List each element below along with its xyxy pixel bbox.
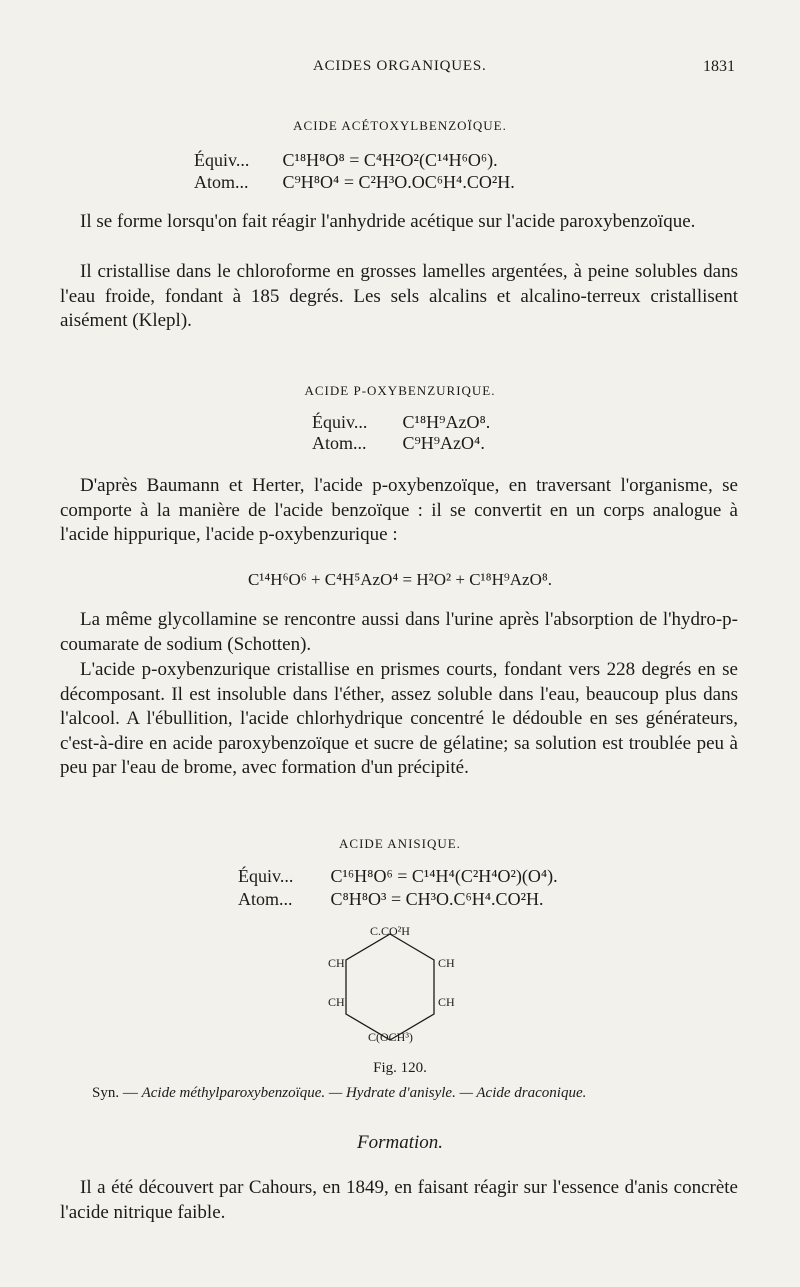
atom-label: Atom... [312, 433, 367, 453]
atom-label: Atom... [238, 889, 293, 909]
heading-acide-acetoxylbenzoique: ACIDE ACÉTOXYLBENZOÏQUE. [293, 118, 507, 133]
equiv-formula-row [194, 150, 498, 171]
paragraph: L'acide p-oxybenzurique cristallise en prismes courts, fondant vers 228 degrés en se décomposant. Il est insoluble dans l'éther, assez soluble dans l'eau, beaucoup plus dans l'alcool. A l'ébullition, l'acide chlorhydrique concentré le dédouble en ses générateurs, c'est-à-dire en acide paroxybenzoïque et sucre de gélatine; sa solution est troublée peu à peu par l'eau de brome, avec formation d'un précipité. [60, 659, 738, 779]
atom-label: Atom... [194, 172, 249, 192]
paragraph: La même glycollamine se rencontre aussi dans l'urine après l'absorption de l'hydro-p-coumarate de sodium (Schotten). [60, 609, 738, 655]
benzene-ring-structure [318, 922, 468, 1052]
synonyms-line [92, 1085, 586, 1102]
paragraph: Il a été découvert par Cahours, en 1849, en faisant réagir sur l'essence d'anis concrète l'acide nitrique faible. [60, 1177, 738, 1223]
equiv-formula: C¹⁸H⁹AzO⁸. [402, 412, 491, 432]
structure-label-lower-left: CH [328, 995, 345, 1009]
synonyms-text: Acide méthylparoxybenzoïque. — Hydrate d'anisyle. — Acide draconique. [141, 1085, 587, 1101]
atom-formula-row [312, 433, 485, 454]
atom-formula-row [194, 172, 515, 193]
figure-caption: Fig. 120. [373, 1060, 427, 1076]
equiv-formula: C¹⁶H⁸O⁶ = C¹⁴H⁴(C²H⁴O²)(O⁴). [330, 866, 558, 886]
atom-formula: C⁹H⁹AzO⁴. [402, 433, 485, 453]
running-head-title: ACIDES ORGANIQUES. [313, 58, 487, 74]
atom-formula: C⁸H⁸O³ = CH³O.C⁶H⁴.CO²H. [330, 889, 544, 909]
equiv-formula: C¹⁸H⁸O⁸ = C⁴H²O²(C¹⁴H⁶O⁶). [282, 150, 498, 170]
structure-label-top: C.CO²H [370, 924, 410, 938]
subheading-formation: Formation. [356, 1132, 444, 1153]
heading-acide-anisique: ACIDE ANISIQUE. [339, 836, 461, 851]
atom-formula: C⁹H⁸O⁴ = C²H³O.OC⁶H⁴.CO²H. [282, 172, 515, 192]
heading-acide-p-oxybenzurique: ACIDE P-OXYBENZURIQUE. [304, 383, 496, 398]
equiv-label: Équiv... [194, 150, 250, 170]
page-number: 1831 [703, 58, 735, 75]
structure-label-lower-right: CH [438, 995, 455, 1009]
running-head [0, 58, 800, 80]
structure-label-upper-right: CH [438, 956, 455, 970]
equiv-label: Équiv... [238, 866, 294, 886]
atom-formula-row [238, 889, 543, 910]
paragraph: Il se forme lorsqu'on fait réagir l'anhydride acétique sur l'acide paroxybenzoïque. [80, 211, 696, 232]
paragraph: Il cristallise dans le chloroforme en grosses lamelles argentées, à peine solubles dans l'eau froide, fondant à 185 degrés. Les sels alcalins et alcalino-terreux cristallisent aisément (Klepl). [60, 261, 738, 332]
equiv-formula-row [238, 866, 558, 887]
paragraph: D'après Baumann et Herter, l'acide p-oxybenzoïque, en traversant l'organisme, se comporte à la manière de l'acide benzoïque : il se convertit en un corps analogue à l'acide hippurique, l'acide p-oxybenzurique : [60, 475, 738, 546]
reaction-equation: C¹⁴H⁶O⁶ + C⁴H⁵AzO⁴ = H²O² + C¹⁸H⁹AzO⁸. [247, 570, 553, 589]
structure-label-bottom: C(OCH³) [368, 1030, 413, 1044]
equiv-label: Équiv... [312, 412, 368, 432]
structure-label-upper-left: CH [328, 956, 345, 970]
equiv-formula-row [312, 412, 490, 433]
synonyms-prefix: Syn. — [92, 1085, 138, 1101]
